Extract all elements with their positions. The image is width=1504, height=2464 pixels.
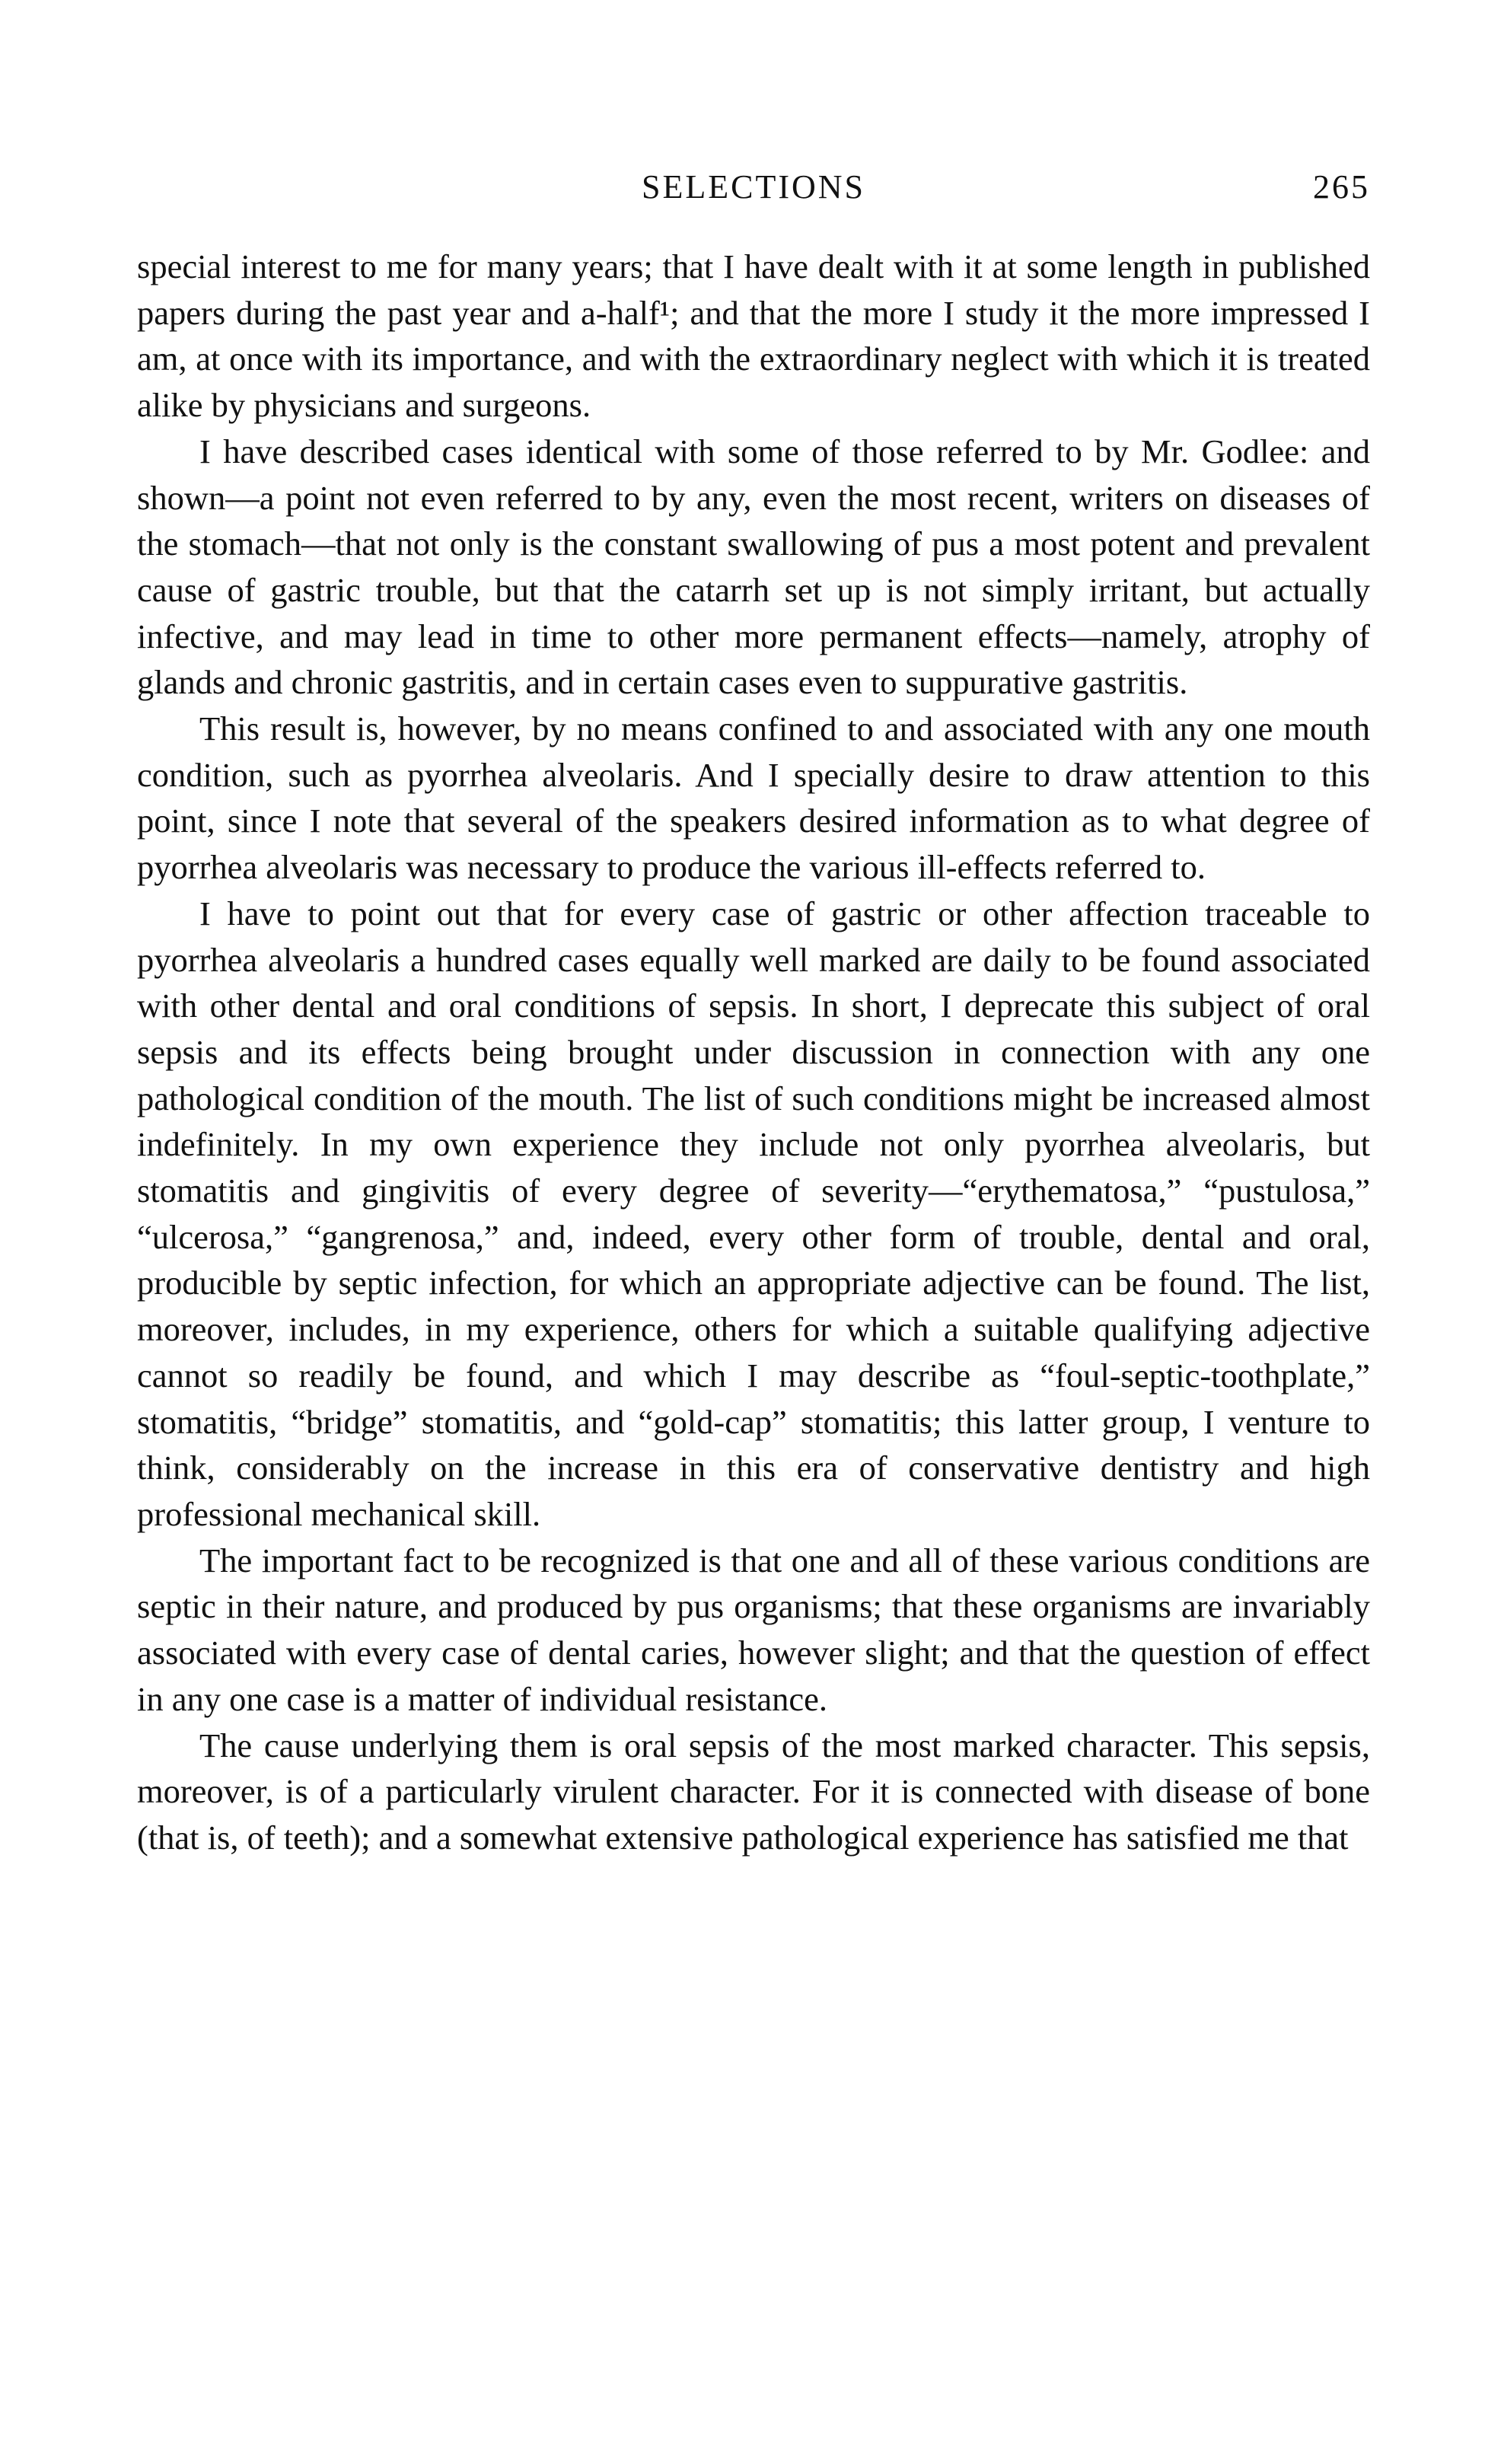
running-head <box>137 152 1370 213</box>
paragraph-6: The cause underlying them is oral sepsis of the most marked character. This sepsis, moreover, is of a particularly virulent character. For it is connected with disease of bone (that is, of teeth); and a somewhat extensive pathological experience has satisfied me that <box>137 1726 1370 1857</box>
paragraph-5: The important fact to be recognized is that one and all of these various conditions are septic in their nature, and produced by pus organisms; that these organisms are invariably associated with every case of dental caries, however slight; and that the question of effect in any one case is a matter of individual resistance. <box>137 1541 1370 1718</box>
running-title: SELECTIONS <box>642 168 865 206</box>
paragraph-3: This result is, however, by no means confined to and associated with any one mouth condition, such as pyorrhea alveolaris. And I specially desire to draw attention to this point, since I note that several of the speakers desired information as to what degree of pyorrhea alveolaris was necessary to produce the various ill-effects referred to. <box>137 709 1370 887</box>
paragraph-2: I have described cases identical with some of those referred to by Mr. Godlee: and shown—a point not even referred to by any, even the most recent, writers on diseases of the stomach—that not only is the constant swallowing of pus a most potent and prevalent cause of gastric trouble, but that the catarrh set up is not simply irritant, but actually infective, and may lead in time to other more permanent effects—namely, atrophy of glands and chronic gastritis, and in certain cases even to suppurative gastritis. <box>137 432 1370 702</box>
paragraph-4: I have to point out that for every case of gastric or other affection traceable to pyorrhea alveolaris a hundred cases equally well marked are daily to be found associated with other dental and oral conditions of sepsis. In short, I deprecate this subject of oral sepsis and its effects being brought under discussion in connection with any one pathological condition of the mouth. The list of such conditions might be increased almost indefinitely. In my own experience they include not only pyorrhea alveolaris, but stomatitis and gingivitis of every degree of severity—“erythematosa,” “pustulosa,” “ulcerosa,” “gangrenosa,” and, indeed, every other form of trouble, dental and oral, producible by septic infection, for which an appropriate adjective can be found. The list, moreover, includes, in my experience, others for which a suitable qualifying adjective cannot so readily be found, and which I may describe as “foul-septic-toothplate,” stomatitis, “bridge” stomatitis, and “gold-cap” stomatitis; this latter group, I venture to think, considerably on the increase in this era of conservative dentistry and high professional mechanical skill. <box>137 894 1370 1533</box>
body-text <box>137 244 1370 1861</box>
page <box>137 152 1370 1861</box>
page-number: 265 <box>1313 168 1370 206</box>
paragraph-1: special interest to me for many years; that I have dealt with it at some length in published papers during the past year and a-half¹; and that the more I study it the more impressed I am, at once with its importance, and with the extraordinary neglect with which it is treated alike by physicians and surgeons. <box>137 247 1370 425</box>
